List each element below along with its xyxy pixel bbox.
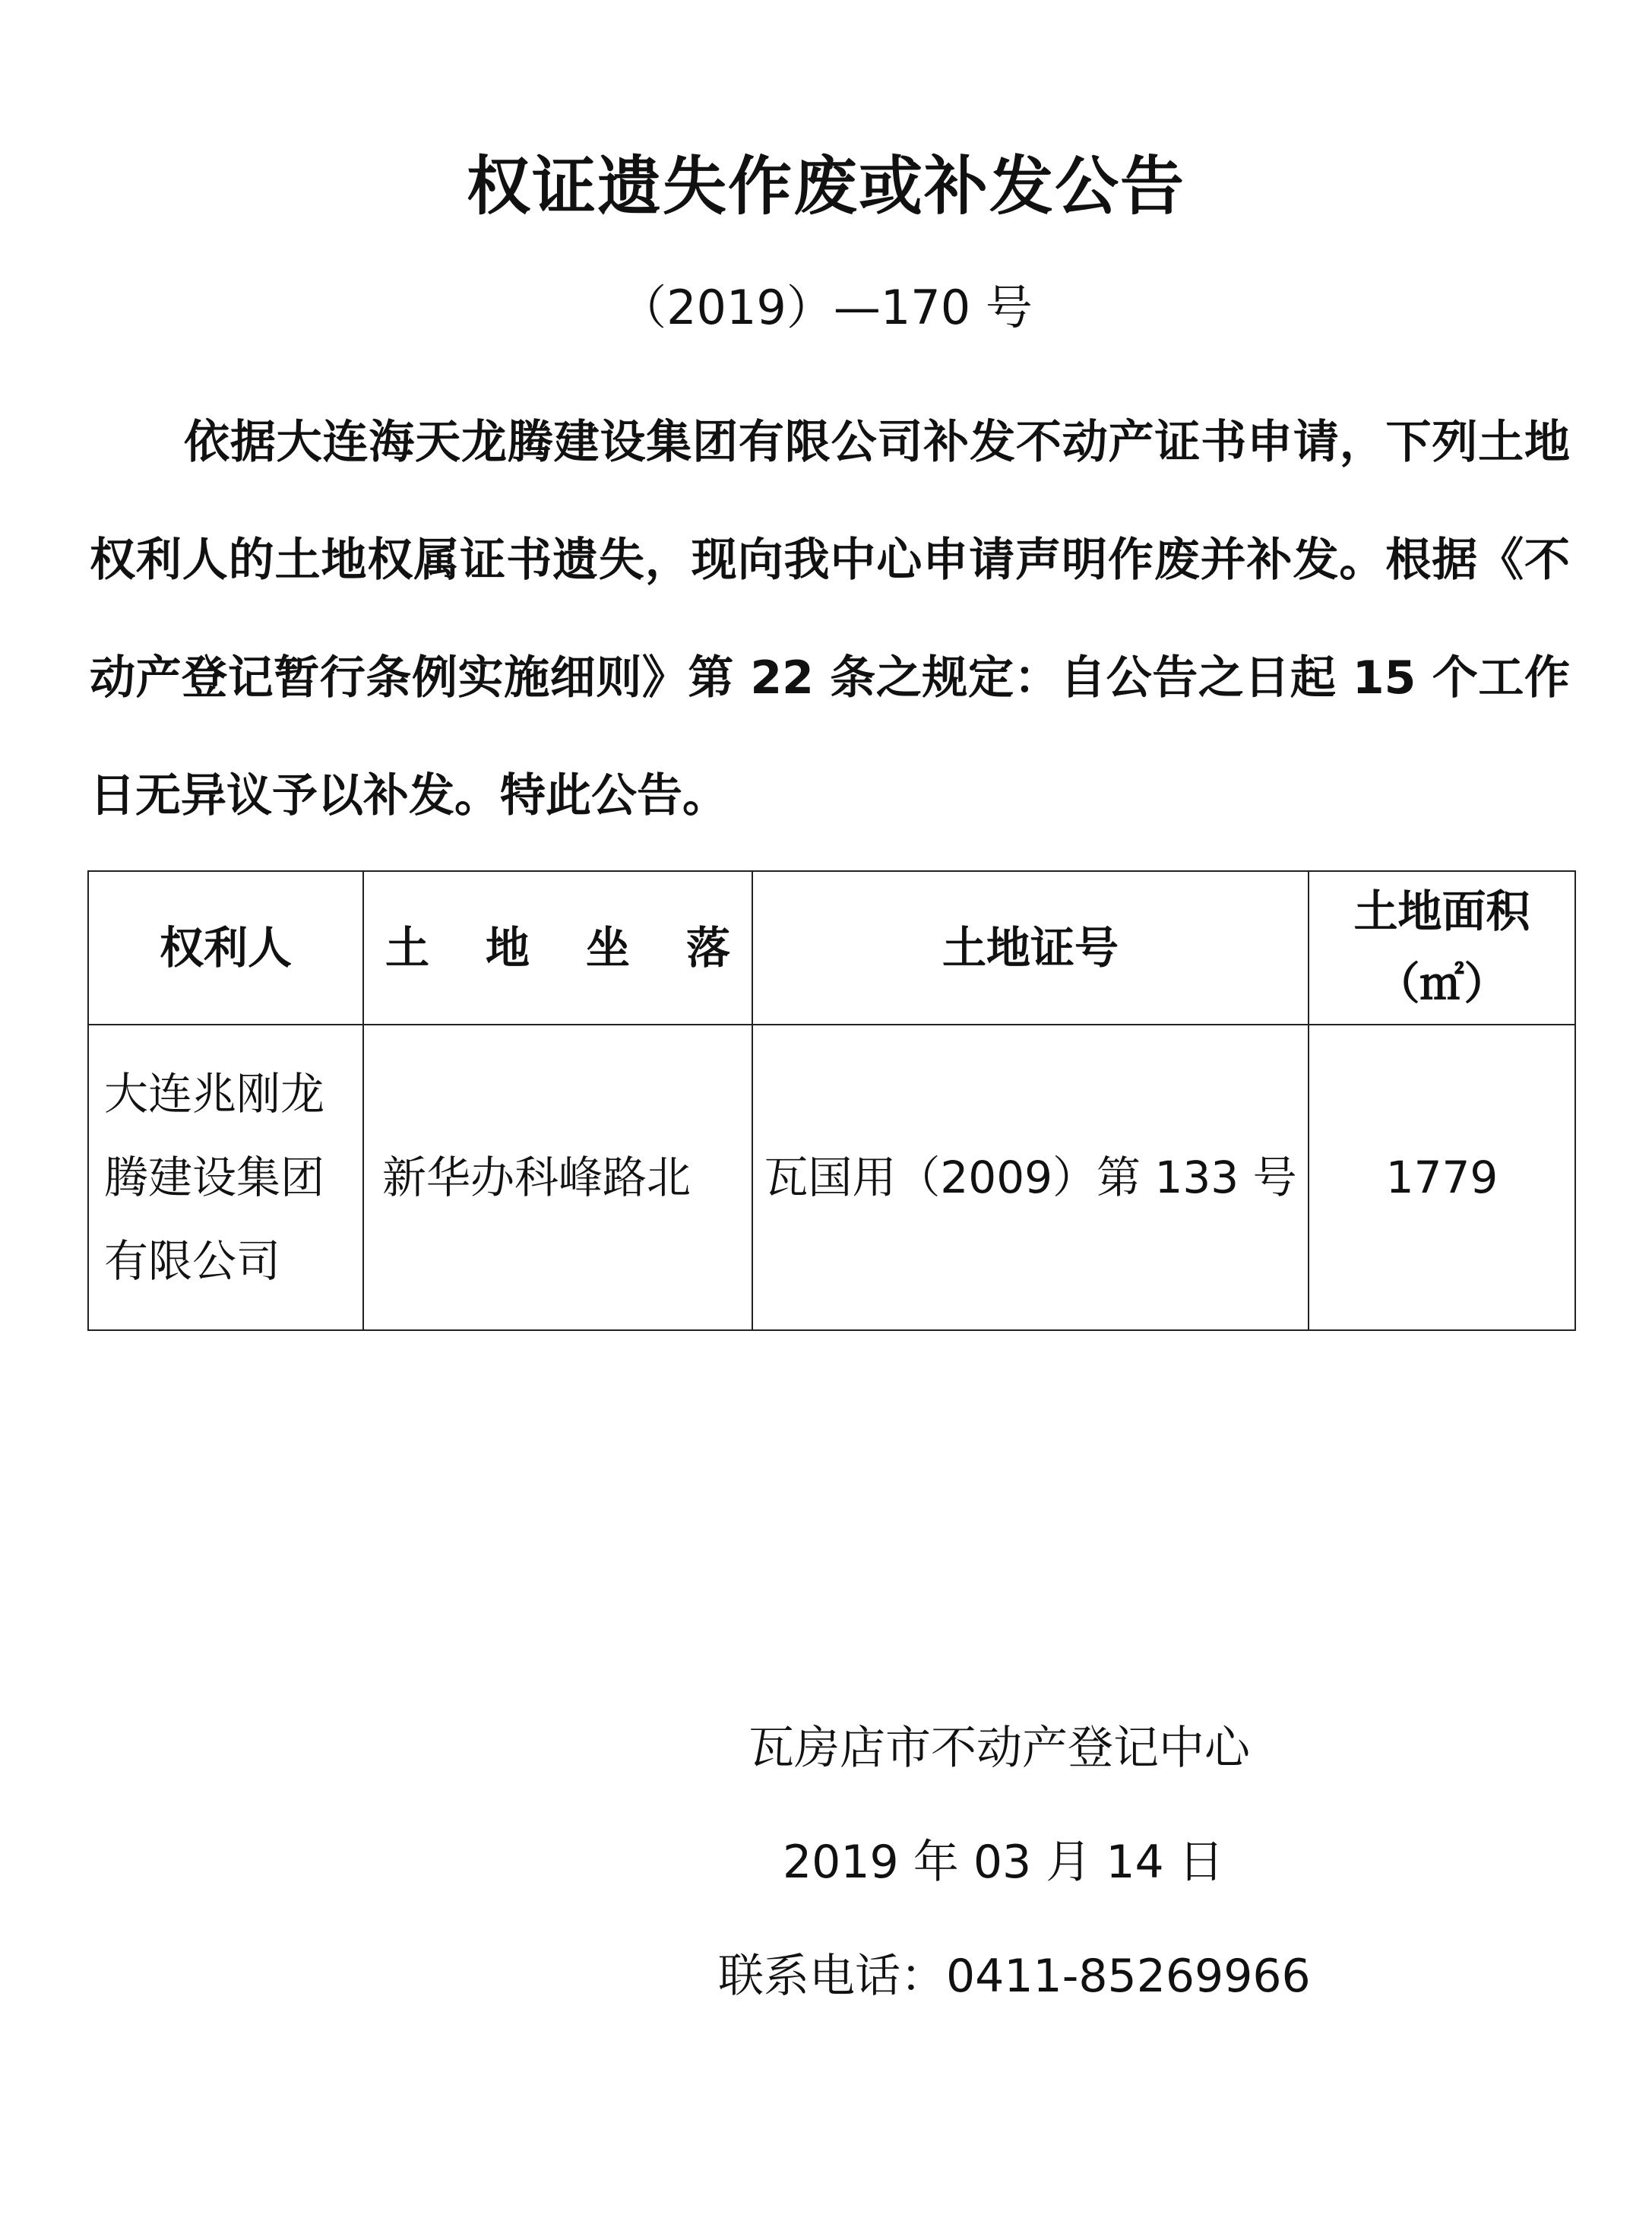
- header-area-line2: （㎡）: [1375, 958, 1508, 1009]
- header-area: [1309, 871, 1575, 1025]
- header-certificate: 土地证号: [752, 871, 1309, 1025]
- issue-date: 2019 年 03 月 14 日: [783, 1836, 1224, 1889]
- cell-owner: 大连兆刚龙腾建设集团有限公司: [88, 1025, 363, 1330]
- cell-certificate: 瓦国用（2009）第 133 号: [752, 1025, 1309, 1330]
- notice-body: 依据大连海天龙腾建设集团有限公司补发不动产证书申请，下列土地权利人的土地权属证书遗失，现向我中心申请声明作废并补发。根据《不动产登记暂行条例实施细则》第 22 条之规定：自公告之日起 15 个工作日无异议予以补发。特此公告。: [90, 416, 1570, 822]
- issuer-name: 瓦房店市不动产登记中心: [748, 1722, 1250, 1775]
- notice-title: 权证遗失作废或补发公告: [466, 149, 1185, 223]
- certificate-table-wrapper: [87, 870, 1574, 1331]
- cell-area: 1779: [1309, 1025, 1575, 1330]
- notice-number: （2019）—170 号: [619, 280, 1033, 335]
- header-owner: 权利人: [88, 871, 363, 1025]
- header-area-line1: 土地面积: [1353, 886, 1530, 937]
- table-header-row: [88, 871, 1575, 1025]
- contact-phone: 联系电话：0411-85269966: [718, 1950, 1311, 2003]
- table-row: [88, 1025, 1575, 1330]
- header-location: 土 地 坐 落: [363, 871, 752, 1025]
- cell-location: 新华办科峰路北: [363, 1025, 752, 1330]
- certificate-table: [87, 870, 1576, 1331]
